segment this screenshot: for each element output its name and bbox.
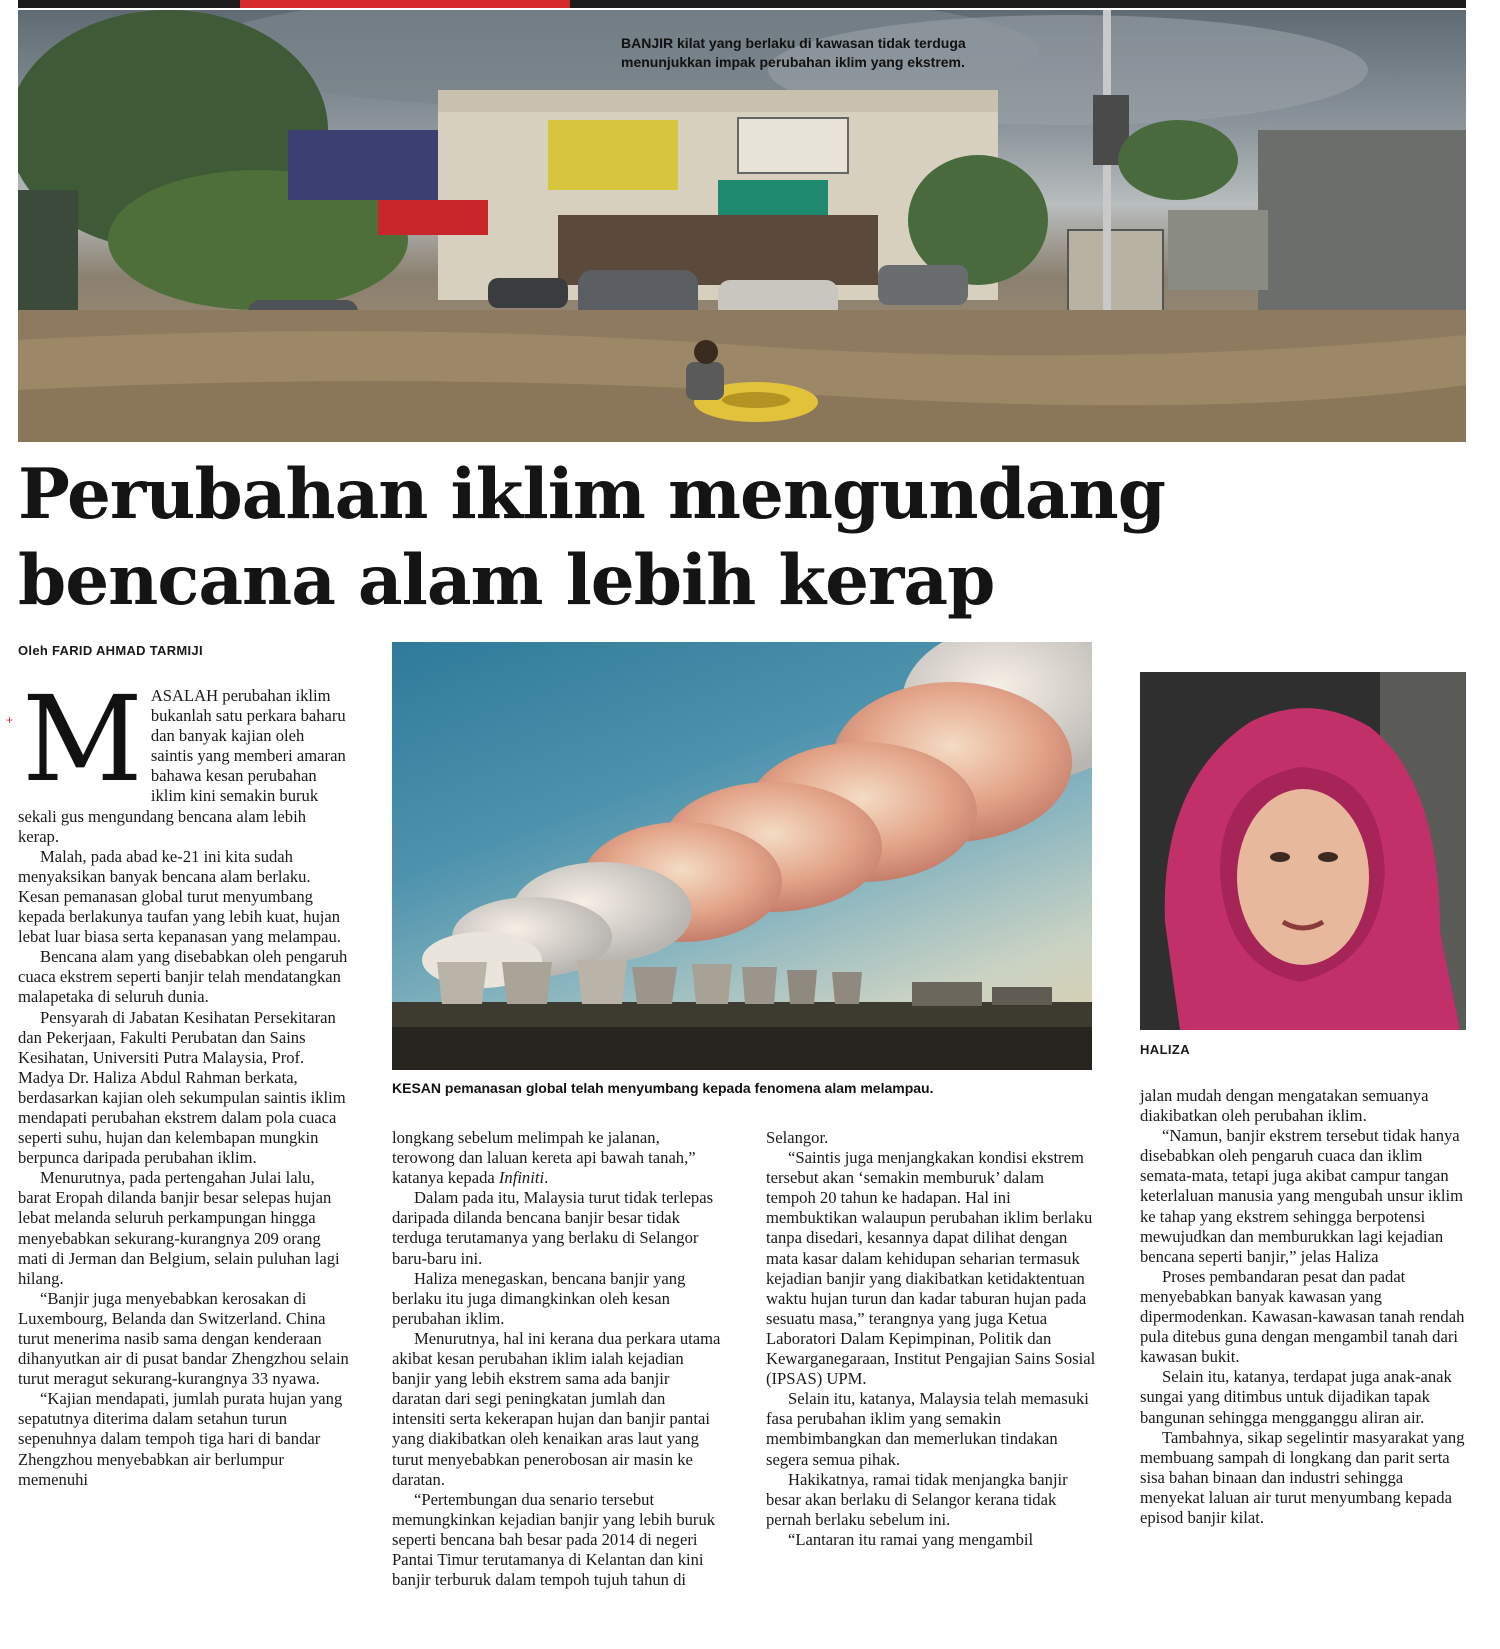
- top-rule-accent: [240, 0, 570, 8]
- headline: Perubahan iklim mengundang bencana alam lebih kerap: [18, 454, 1165, 621]
- portrait-illustration: [1140, 672, 1466, 1030]
- flood-scene-illustration: [18, 10, 1466, 442]
- article-paragraph: Menurutnya, hal ini kerana dua perkara utama akibat kesan perubahan iklim ialah kejadian banjir yang lebih ekstrem sama ada banjir daratan dari segi peningkatan jumlah dan intensiti serta kekerapan hujan dan banjir pantai yang diakibatkan oleh kenaikan aras laut yang turut menyebabkan penerobosan air masin ke daratan.: [392, 1328, 721, 1489]
- column-3-continuation: Selangor.: [766, 1128, 829, 1147]
- article-paragraph: Selain itu, katanya, Malaysia telah memasuki fasa perubahan iklim yang semakin membimbangkan dan memerlukan tindakan segera semua pihak.: [766, 1389, 1089, 1469]
- article-paragraph: Menurutnya, pada pertengahan Julai lalu, barat Eropah dilanda banjir besar selepas hujan lebat melanda seluruh perkampungan hingga menyebabkan sekurang-kurangnya 209 orang mati di Jerman dan Belgium, selain puluhan lagi hilang.: [18, 1168, 340, 1288]
- article-column-4: [1140, 1086, 1466, 1528]
- article-paragraph: “Saintis juga menjangkakan kondisi ekstrem tersebut akan ‘semakin memburuk’ dalam tempoh 20 tahun ke hadapan. Hal ini membuktikan walaupun perubahan iklim berlaku tanpa disedari, kesannya dapat dilihat dengan mata kasar dalam kehidupan seharian termasuk kejadian banjir yang diakibatkan ketidaktentuan waktu hujan turun dan kadar taburan hujan pada sesuatu masa,” terangnya yang juga Ketua Laboratori Dalam Kepimpinan, Politik dan Kewarganegaraan, Institut Pengajian Sains Sosial (IPSAS) UPM.: [766, 1148, 1096, 1389]
- article-column-2: [392, 1128, 722, 1590]
- portrait-caption: HALIZA: [1140, 1042, 1191, 1057]
- publication-name: Infiniti: [498, 1168, 545, 1188]
- column-2-continuation: [392, 1128, 722, 1188]
- registration-mark: +: [6, 713, 14, 727]
- drop-cap: M: [22, 670, 143, 808]
- article-column-1: [18, 670, 350, 1490]
- flood-photo: [18, 10, 1466, 442]
- article-lead-paragraph: ASALAH perubahan iklim bukanlah satu perkara baharu dan banyak kajian oleh saintis yang memberi amaran bahawa kesan perubahan iklim kini semakin buruk sekali gus mengundang bencana alam lebih kerap.: [18, 686, 346, 846]
- smoke-caption-text: pemanasan global telah menyumbang kepada fenomena alam melampau.: [441, 1080, 934, 1096]
- article-paragraph: Tambahnya, sikap segelintir masyarakat yang membuang sampah di longkang dan parit serta sisa bahan binaan dan industri sehingga menyekat laluan air turut menyumbang kepada episod banjir kilat.: [1140, 1427, 1465, 1527]
- smoke-photo-caption: [392, 1080, 1112, 1096]
- continuation-text: longkang sebelum melimpah ke jalanan, terowong dan laluan kereta api bawah tanah,” katanya kepada: [392, 1128, 696, 1188]
- byline-author: FARID AHMAD TARMIJI: [52, 643, 203, 658]
- smoke-caption-keyword: KESAN: [392, 1080, 442, 1096]
- article-paragraph: Hakikatnya, ramai tidak menjangka banjir besar akan berlaku di Selangor kerana tidak pernah berlaku sebelum ini.: [766, 1469, 1068, 1529]
- top-rule: [18, 0, 1466, 8]
- article-paragraph: “Namun, banjir ekstrem tersebut tidak hanya disebabkan oleh pengaruh cuaca dan iklim semata-mata, tetapi juga akibat campur tangan keterlaluan manusia yang mengubah unsur iklim ke tahap yang ekstrem sehingga berpotensi mewujudkan dan memburukkan lagi kejadian bencana seperti banjir,” jelas Haliza: [1140, 1126, 1464, 1266]
- article-paragraph: Pensyarah di Jabatan Kesihatan Persekitaran dan Pekerjaan, Fakulti Perubatan dan Sains Kesihatan, Universiti Putra Malaysia, Prof. Madya Dr. Haliza Abdul Rahman berkata, berdasarkan kajian oleh sekumpulan saintis iklim mendapati perubahan ekstrem dalam pola cuaca seperti suhu, hujan dan kelembapan mungkin berpunca daripada perubahan iklim.: [18, 1007, 346, 1168]
- column-3-body: [766, 1148, 1096, 1550]
- column-4-body: [1140, 1126, 1466, 1528]
- byline: [18, 643, 203, 658]
- caption-keyword: BANJIR: [621, 35, 674, 51]
- power-plant-smoke-illustration: [392, 642, 1092, 1070]
- article-paragraph: Haliza menegaskan, bencana banjir yang berlaku itu juga dimangkinkan oleh kesan perubahan iklim.: [392, 1268, 686, 1328]
- smoke-photo: [392, 642, 1092, 1070]
- article-paragraph: Selain itu, katanya, terdapat juga anak-anak sungai yang ditimbus untuk dijadikan tapak bangunan sehingga mengganggu aliran air.: [1140, 1367, 1452, 1427]
- article-column-3: [766, 1128, 1096, 1550]
- article-paragraph: “Banjir juga menyebabkan kerosakan di Luxembourg, Belanda dan Switzerland. China turut menerima nasib sama dengan kenderaan dihanyutkan air di pusat bandar Zhengzhou selain turut meragut sekurang-kurangnya 33 nyawa.: [18, 1288, 349, 1389]
- article-paragraph: “Kajian mendapati, jumlah purata hujan yang sepatutnya diterima dalam setahun turun sepenuhnya dalam tempoh tiga hari di bandar Zhengzhou menyebabkan air berlumpur memenuhi: [18, 1389, 343, 1489]
- article-paragraph: Malah, pada abad ke-21 ini kita sudah menyaksikan banyak bencana alam berlaku. Kesan pemanasan global turut menyumbang kepada berlakunya taufan yang lebih kuat, hujan lebat luar biasa serta kepanasan yang melampau.: [18, 846, 341, 947]
- article-paragraph: “Lantaran itu ramai yang mengambil: [788, 1529, 1034, 1549]
- article-paragraph: Bencana alam yang disebabkan oleh pengaruh cuaca ekstrem seperti banjir telah mendatangkan malapetaka di seluruh dunia.: [18, 947, 348, 1007]
- column-1-body: [18, 847, 350, 1490]
- continuation-end: .: [544, 1168, 549, 1188]
- portrait-photo: [1140, 672, 1466, 1030]
- column-4-continuation: jalan mudah dengan mengatakan semuanya diakibatkan oleh perubahan iklim.: [1140, 1086, 1429, 1126]
- flood-photo-caption: [621, 34, 1041, 72]
- article-paragraph: “Pertembungan dua senario tersebut memungkinkan kejadian banjir yang lebih buruk seperti bencana bah besar pada 2014 di negeri Pantai Timur terutamanya di Kelantan dan kini banjir terburuk dalam tempoh tujuh tahun di: [392, 1489, 716, 1590]
- byline-prefix: Oleh: [18, 643, 53, 658]
- article-paragraph: Proses pembandaran pesat dan padat menyebabkan banyak kawasan yang dipermodenkan. Kawasan-kawasan tanah rendah pula ditebus guna dengan mengambil tanah dari kawasan bukit.: [1140, 1266, 1465, 1367]
- column-2-body: [392, 1188, 722, 1590]
- article-paragraph: Dalam pada itu, Malaysia turut tidak terlepas daripada dilanda bencana banjir besar tidak terduga terutamanya yang berlaku di Selangor baru-baru ini.: [392, 1188, 714, 1268]
- caption-text: kilat yang berlaku di kawasan tidak terduga menunjukkan impak perubahan iklim yang ekstrem.: [621, 35, 966, 70]
